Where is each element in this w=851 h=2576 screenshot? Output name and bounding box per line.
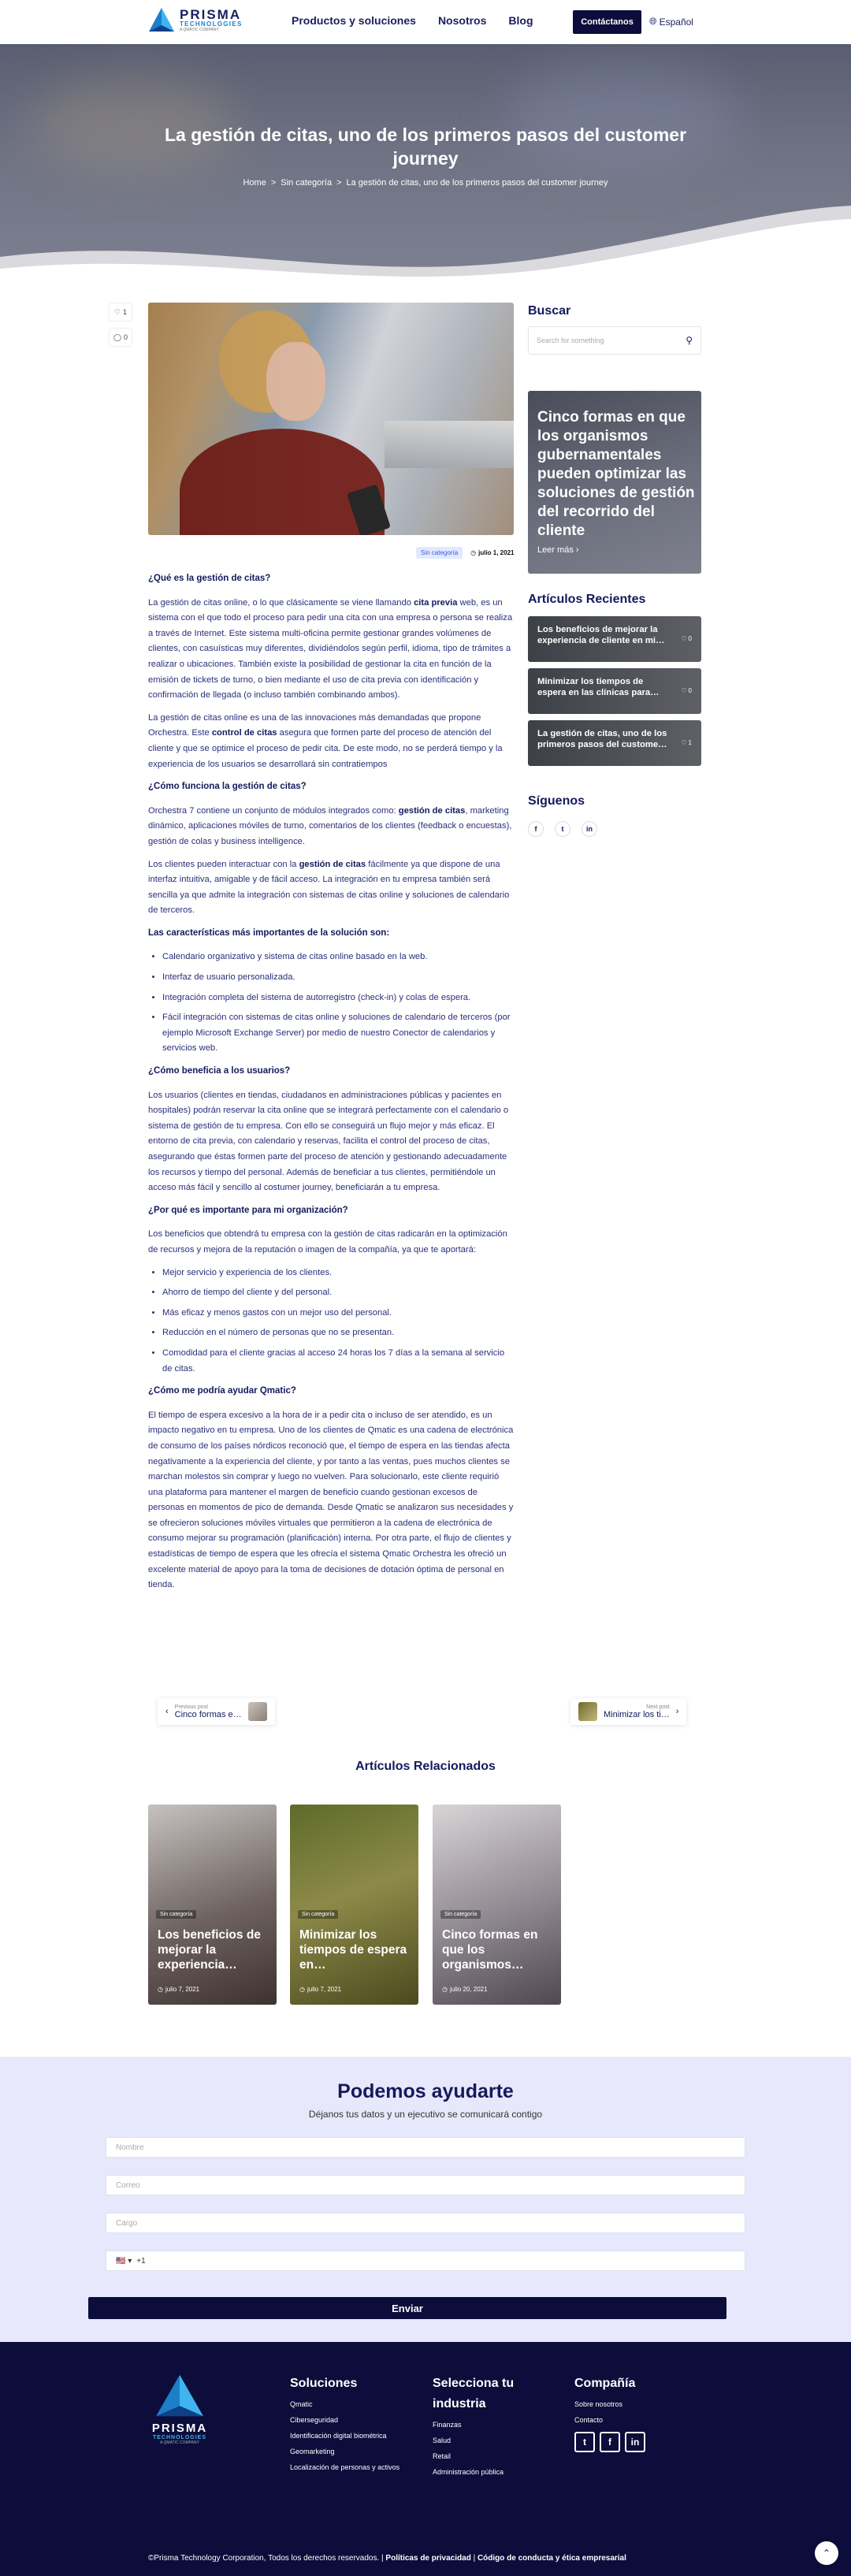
footer-company: [574, 2373, 693, 2452]
footer-link[interactable]: Localización de personas y activos: [290, 2463, 400, 2471]
help-title: Podemos ayudarte: [337, 2080, 514, 2102]
article-heading: Las características más importantes de la solución son:: [148, 927, 390, 938]
card-category[interactable]: Sin categoría: [156, 1910, 196, 1919]
post-meta: [416, 547, 514, 559]
list-item: • Interfaz de usuario personalizada.: [162, 970, 514, 986]
recent-post-likes: ♡ 0: [681, 686, 692, 697]
copyright-text: ©Prisma Technology Corporation, Todos los derechos reservados. |: [148, 2554, 386, 2563]
list-item: • Reducción en el número de personas que no se presentan.: [162, 1325, 514, 1341]
heart-icon: ♡: [681, 739, 687, 746]
main-nav: [292, 14, 533, 27]
article-heading: ¿Qué es la gestión de citas?: [148, 574, 271, 583]
article-paragraph: La gestión de citas online es una de las innovaciones más demandadas que propone Orchestra. Este control de citas asegura que formen parte del proceso de atención del cliente y que se optimice el proceso de pedir cita. De este modo, no se perderá tiempo y la experiencia de los usuarios se desarrollará sin contratiempos: [148, 712, 503, 769]
benefits-list: [148, 1266, 514, 1377]
card-date: ◷ julio 7, 2021: [299, 1986, 342, 1993]
footer-link[interactable]: Finanzas: [433, 2421, 462, 2429]
send-button[interactable]: Enviar: [88, 2297, 727, 2319]
list-item: • Integración completa del sistema de autorregistro (check-in) y colas de espera.: [162, 991, 514, 1006]
comment-button[interactable]: [109, 328, 132, 347]
date-text: julio 1, 2021: [478, 549, 515, 556]
post-date: [470, 549, 514, 556]
next-thumbnail: [578, 1702, 597, 1721]
footer-col-title: Selecciona tu industria: [433, 2377, 515, 2411]
language-label: Español: [659, 16, 693, 28]
footer-legal: [148, 2554, 626, 2563]
article-heading: ¿Por qué es importante para mi organización?: [148, 1205, 348, 1215]
article-paragraph: El tiempo de espera excesivo a la hora de ir a pedir cita o incluso de ser atendido, es un impacto negativo en tu empresa. Uno de los clientes de Qmatic es una cadena de electrónica de consumo de los países nórdicos reconoció que, el tiempo de espera en las tiendas afecta negativamente a la experiencia del cliente, y por tanto a las ventas, pues muchos clientes se marchan molestos sin comprar y luego no vuelven. Para solucionarlo, este cliente requirió una plataforma para mantener el margen de beneficio cuando gestionan excesos de personas en momentos de pico de demanda. Desde Qmatic se analizaron sus necesidades y se ofrecieron soluciones móviles virtuales que permitieron a la cadena de electrónica de consumo mejorar su programación (planificación) interna. Por otra parte, el flujo de clientes y estadísticas de tiempo de espera que les ofrecía el sistema Qmatic Orchestra les ofreció un excelente material de apoyo para la toma de decisiones de dotación óptima de personal en tienda.: [148, 1410, 514, 1590]
article-heading: ¿Cómo me podría ayudar Qmatic?: [148, 1386, 296, 1396]
previous-post-link[interactable]: [158, 1698, 275, 1725]
related-card[interactable]: [290, 1805, 418, 2005]
card-title: Los beneficios de mejorar la experiencia…: [158, 1928, 261, 1972]
social-links: [528, 821, 597, 837]
prisma-logo-icon: [148, 6, 175, 33]
clock-icon: ◷: [158, 1986, 163, 1993]
linkedin-icon[interactable]: in: [582, 821, 597, 837]
card-title: Cinco formas en que los organismos…: [442, 1928, 538, 1972]
twitter-icon[interactable]: t: [555, 821, 570, 837]
logo-tag-text: A QMATIC COMPANY: [180, 27, 219, 32]
article-paragraph: Orchestra 7 contiene un conjunto de módulos integrados como: gestión de citas, marketing dinámico, aplicaciones móviles de turno, comentarios de los clientes (feedback o encuestas), gestión de colas y business intelligence.: [148, 805, 512, 846]
promo-card[interactable]: [528, 391, 701, 574]
related-card[interactable]: [433, 1805, 561, 2005]
article-paragraph: Los clientes pueden interactuar con la gestión de citas fácilmente ya que dispone de una interfaz intuitiva, amigable y de fácil acceso. La integración en tu empresa también será sencilla ya que admite la integración con sistemas de citas online y soluciones de calendario de terceros.: [148, 859, 510, 916]
next-title: Minimizar los ti…: [604, 1709, 670, 1719]
footer-social: [574, 2432, 693, 2452]
features-list: [148, 950, 514, 1057]
previous-label: Previous post: [174, 1704, 209, 1710]
scroll-top-button[interactable]: [815, 2541, 838, 2565]
list-item: • Ahorro de tiempo del cliente y del personal.: [162, 1285, 514, 1301]
list-item: • Más eficaz y menos gastos con un mejor uso del personal.: [162, 1306, 514, 1321]
like-count: 1: [123, 308, 128, 316]
recent-post-item[interactable]: [528, 668, 701, 714]
heart-icon: ♡: [681, 687, 687, 694]
chevron-right-icon: ›: [675, 1707, 679, 1716]
promo-title: Cinco formas en que los organismos gubernamentales pueden optimizar las soluciones de gestión del recorrido del cliente: [537, 409, 695, 539]
logo-sub-text: TECHNOLOGIES: [180, 20, 243, 28]
footer-col-title: Compañía: [574, 2377, 636, 2390]
footer-link[interactable]: Geomarketing: [290, 2448, 335, 2455]
footer-link[interactable]: Salud: [433, 2437, 452, 2444]
footer-link[interactable]: Sobre nosotros: [574, 2400, 623, 2408]
footer-logo-sub: TECHNOLOGIES: [152, 2435, 206, 2440]
arrow-right-icon: ›: [575, 545, 579, 555]
hero-banner: [0, 44, 851, 281]
search-placeholder: Search for something: [537, 336, 604, 344]
list-item: • Mejor servicio y experiencia de los clientes.: [162, 1266, 514, 1281]
next-post-link[interactable]: [570, 1698, 686, 1725]
recent-title: Artículos Recientes: [528, 593, 646, 606]
name-field[interactable]: Nombre: [106, 2137, 745, 2158]
contact-button[interactable]: Contáctanos: [573, 10, 641, 34]
article-paragraph: La gestión de citas online, o lo que clásicamente se viene llamando cita previa web, es un sistema con el que todo el proceso para pedir una cita con una empresa o persona se realiza a través de Internet. Este sistema multi-oficina permite gestionar grandes volúmenes de clientes, con casuísticas muy diferentes, dividiéndolos según perfil, idioma, tipo de trámites a realizar o ubicaciones. También existe la posibilidad de gestionar la cita en función de la emisión de tickets de turno, o bien mediante el uso de cita previa con identificación y confirmación de llegada (o incluso también combinando ambos).: [148, 597, 513, 701]
article-paragraph: Los beneficios que obtendrá tu empresa con la gestión de citas radicarán en la optimización de recursos y mejora de la reputación o imagen de la compañía, ya que te aportará:: [148, 1229, 507, 1255]
card-title: Minimizar los tiempos de espera en…: [299, 1928, 407, 1972]
post-actions: [109, 303, 132, 353]
breadcrumb-separator: >: [336, 178, 342, 188]
nav-blog[interactable]: Blog: [508, 14, 533, 27]
language-switcher[interactable]: [649, 16, 693, 28]
twitter-icon[interactable]: t: [574, 2432, 595, 2452]
comment-icon: ◯: [113, 333, 122, 341]
logo-main-text: PRISMA: [180, 6, 242, 22]
card-category[interactable]: Sin categoría: [298, 1910, 338, 1919]
linkedin-icon[interactable]: in: [625, 2432, 645, 2452]
hero-wave-shape: [0, 202, 851, 281]
article-heading: ¿Cómo funciona la gestión de citas?: [148, 782, 307, 792]
prisma-logo[interactable]: [148, 6, 243, 33]
clock-icon: ◷: [442, 1986, 448, 1993]
footer-link[interactable]: Retail: [433, 2452, 452, 2460]
search-icon[interactable]: ⚲: [686, 335, 693, 346]
facebook-icon[interactable]: f: [600, 2432, 620, 2452]
breadcrumb-home[interactable]: Home: [243, 178, 266, 188]
heart-icon: ♡: [113, 307, 121, 316]
recent-post-title: Minimizar los tiempos de espera en las clínicas para…: [537, 677, 660, 697]
related-title: Artículos Relacionados: [355, 1760, 496, 1773]
footer-link[interactable]: Contacto: [574, 2416, 604, 2424]
article-heading: ¿Cómo beneficia a los usuarios?: [148, 1066, 291, 1076]
card-category[interactable]: Sin categoría: [440, 1910, 481, 1919]
clock-icon: ◷: [299, 1986, 305, 1993]
footer-link[interactable]: Administración pública: [433, 2468, 504, 2476]
footer-link[interactable]: Identificación digital biométrica: [290, 2432, 387, 2440]
recent-post-likes: ♡ 1: [681, 738, 692, 749]
article-body: [148, 571, 514, 1600]
list-item: • Calendario organizativo y sistema de citas online basado en la web.: [162, 950, 514, 965]
footer-logo-main: PRISMA: [151, 2422, 208, 2435]
nav-nosotros[interactable]: Nosotros: [437, 14, 487, 27]
page-title: La gestión de citas, uno de los primeros pasos del customer journey: [164, 125, 687, 169]
article-paragraph: Los usuarios (clientes en tiendas, ciudadanos en administraciones públicas y pacientes en hospitales) podrán reservar la cita online que se integrará perfectamente con el calendario o sistema de gestión de tu empresa. Con ello se conseguirá un flujo mejor y más eficaz. El entorno de cita previa, con calendario y reservas, facilita el control del proceso de citas, asegurando que éstas formen parte del proceso de atención y gestionando adecuadamente los recursos y tiempo del personal. Además de beneficiar a tus clientes, permitiéndole un acceso más fácil y sencillo al costumer journey, beneficiarán a tu empresa.: [148, 1090, 509, 1193]
prisma-logo-icon: [154, 2373, 206, 2418]
previous-title: Cinco formas e…: [174, 1709, 242, 1719]
breadcrumb-current: La gestión de citas, uno de los primeros pasos del customer journey: [346, 178, 608, 188]
recent-post-item[interactable]: [528, 720, 701, 766]
footer-col-title: Soluciones: [290, 2377, 358, 2390]
previous-thumbnail: [248, 1702, 267, 1721]
footer-link[interactable]: Qmatic: [290, 2400, 313, 2408]
footer-solutions: [290, 2373, 416, 2479]
like-button[interactable]: [109, 303, 132, 322]
category-badge[interactable]: Sin categoría: [416, 547, 463, 559]
recent-post-item[interactable]: [528, 616, 701, 662]
email-field[interactable]: Correo: [106, 2175, 745, 2195]
recent-post-title: Los beneficios de mejorar la experiencia de cliente en mi…: [537, 625, 665, 645]
search-title: Buscar: [528, 304, 571, 318]
card-date: ◷ julio 7, 2021: [158, 1986, 200, 1993]
legal-separator: |: [470, 2554, 478, 2563]
site-footer: [0, 2342, 851, 2576]
featured-image: [148, 303, 514, 535]
list-item: • Fácil integración con sistemas de citas online y soluciones de calendario de terceros (por ejemplo Microsoft Exchange Server) por medio de nuestro Conector de calendarios y servicios web.: [162, 1010, 514, 1057]
chevron-left-icon: ‹: [165, 1707, 169, 1716]
conduct-link[interactable]: Código de conducta y ética empresarial: [477, 2554, 626, 2563]
footer-logo[interactable]: [148, 2373, 211, 2445]
role-field[interactable]: Cargo: [106, 2213, 745, 2233]
clock-icon: ◷: [470, 549, 477, 556]
footer-logo-tag: A QMATIC COMPANY: [160, 2440, 199, 2445]
related-card[interactable]: [148, 1805, 277, 2005]
site-header: [0, 0, 851, 44]
footer-link[interactable]: Ciberseguridad: [290, 2416, 339, 2424]
nav-productos[interactable]: Productos y soluciones: [292, 14, 416, 27]
card-date: ◷ julio 20, 2021: [442, 1986, 488, 1993]
comment-count: 0: [124, 333, 128, 341]
facebook-icon[interactable]: f: [528, 821, 544, 837]
recent-post-title: La gestión de citas, uno de los primeros pasos del custome…: [537, 729, 667, 749]
follow-title: Síguenos: [528, 794, 585, 808]
breadcrumb-category[interactable]: Sin categoría: [281, 178, 333, 188]
contact-form-section: [0, 2057, 851, 2342]
list-item: • Comodidad para el cliente gracias al acceso 24 horas los 7 días a la semana al servicio de citas.: [162, 1346, 514, 1377]
breadcrumb: [150, 178, 701, 188]
flag-icon[interactable]: 🇺🇸︎ ▾: [116, 2256, 132, 2266]
phone-field[interactable]: 🇺🇸︎ ▾ +1: [106, 2251, 745, 2271]
recent-post-likes: ♡ 0: [681, 634, 692, 645]
search-input[interactable]: [528, 326, 701, 355]
footer-industries: [433, 2373, 535, 2484]
privacy-link[interactable]: Políticas de privacidad: [385, 2554, 471, 2563]
heart-icon: ♡: [681, 635, 687, 642]
help-subtitle: Déjanos tus datos y un ejecutivo se comunicará contigo: [308, 2109, 543, 2120]
globe-icon: 🌐︎: [649, 16, 657, 27]
next-label: Next post: [646, 1704, 670, 1710]
chevron-up-icon: ⌃: [822, 2548, 831, 2559]
read-more-link[interactable]: Leer más ›: [537, 545, 579, 555]
breadcrumb-separator: >: [270, 178, 277, 188]
